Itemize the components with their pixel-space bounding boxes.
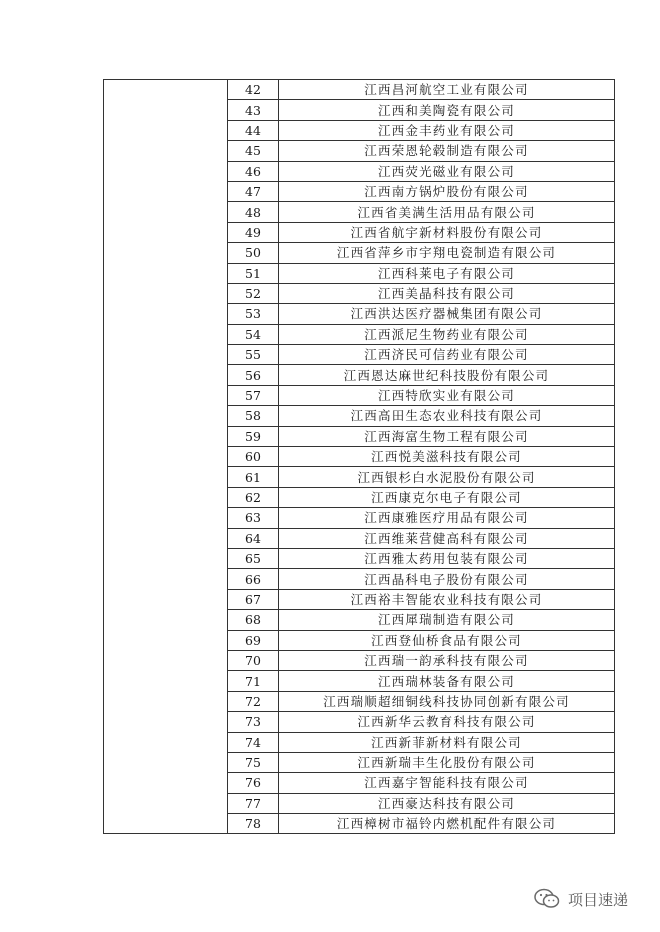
company-name: 江西康克尔电子有限公司 [279, 487, 615, 507]
company-name: 江西银杉白水泥股份有限公司 [279, 467, 615, 487]
row-number: 70 [228, 650, 279, 670]
company-name: 江西派尼生物药业有限公司 [279, 324, 615, 344]
company-name: 江西省航宇新材料股份有限公司 [279, 222, 615, 242]
row-number: 54 [228, 324, 279, 344]
table-row [104, 80, 615, 100]
row-number: 77 [228, 793, 279, 813]
row-number: 64 [228, 528, 279, 548]
row-number: 69 [228, 630, 279, 650]
row-number: 48 [228, 202, 279, 222]
company-name: 江西新瑞丰生化股份有限公司 [279, 752, 615, 772]
company-name: 江西犀瑞制造有限公司 [279, 610, 615, 630]
row-number: 56 [228, 365, 279, 385]
row-number: 58 [228, 406, 279, 426]
company-name: 江西新华云教育科技有限公司 [279, 712, 615, 732]
company-name: 江西雅太药用包装有限公司 [279, 548, 615, 568]
row-number: 49 [228, 222, 279, 242]
row-number: 60 [228, 447, 279, 467]
company-name: 江西悦美滋科技有限公司 [279, 447, 615, 467]
watermark-text: 项目速递 [567, 890, 628, 909]
row-number: 43 [228, 100, 279, 120]
row-number: 46 [228, 161, 279, 181]
company-name: 江西金丰药业有限公司 [279, 120, 615, 140]
company-name: 江西新菲新材料有限公司 [279, 732, 615, 752]
company-name: 江西裕丰智能农业科技有限公司 [279, 589, 615, 609]
company-name: 江西特欣实业有限公司 [279, 385, 615, 405]
row-number: 52 [228, 283, 279, 303]
row-number: 61 [228, 467, 279, 487]
company-name: 江西樟树市福铃内燃机配件有限公司 [279, 814, 615, 834]
company-name: 江西省美满生活用品有限公司 [279, 202, 615, 222]
row-number: 50 [228, 243, 279, 263]
company-table-body [104, 80, 615, 834]
company-name: 江西海富生物工程有限公司 [279, 426, 615, 446]
row-number: 57 [228, 385, 279, 405]
row-number: 47 [228, 181, 279, 201]
company-name: 江西美晶科技有限公司 [279, 283, 615, 303]
row-number: 51 [228, 263, 279, 283]
company-name: 江西荣恩轮毂制造有限公司 [279, 141, 615, 161]
company-name: 江西高田生态农业科技有限公司 [279, 406, 615, 426]
row-number: 72 [228, 691, 279, 711]
row-number: 74 [228, 732, 279, 752]
company-name: 江西豪达科技有限公司 [279, 793, 615, 813]
company-name: 江西荧光磁业有限公司 [279, 161, 615, 181]
row-number: 44 [228, 120, 279, 140]
company-table [103, 79, 615, 834]
category-cell [104, 80, 228, 834]
row-number: 45 [228, 141, 279, 161]
wechat-bubble-icon [534, 888, 560, 910]
row-number: 67 [228, 589, 279, 609]
company-name: 江西康雅医疗用品有限公司 [279, 508, 615, 528]
row-number: 76 [228, 773, 279, 793]
row-number: 65 [228, 548, 279, 568]
row-number: 62 [228, 487, 279, 507]
row-number: 66 [228, 569, 279, 589]
company-name: 江西嘉宇智能科技有限公司 [279, 773, 615, 793]
company-name: 江西和美陶瓷有限公司 [279, 100, 615, 120]
watermark [534, 888, 628, 910]
company-name: 江西瑞顺超细铜线科技协同创新有限公司 [279, 691, 615, 711]
company-name: 江西恩达麻世纪科技股份有限公司 [279, 365, 615, 385]
row-number: 42 [228, 80, 279, 100]
company-name: 江西瑞林装备有限公司 [279, 671, 615, 691]
company-name: 江西维莱营健高科有限公司 [279, 528, 615, 548]
row-number: 63 [228, 508, 279, 528]
row-number: 59 [228, 426, 279, 446]
row-number: 71 [228, 671, 279, 691]
company-name: 江西科莱电子有限公司 [279, 263, 615, 283]
company-name: 江西济民可信药业有限公司 [279, 345, 615, 365]
company-name: 江西登仙桥食品有限公司 [279, 630, 615, 650]
row-number: 53 [228, 304, 279, 324]
row-number: 75 [228, 752, 279, 772]
row-number: 55 [228, 345, 279, 365]
company-name: 江西晶科电子股份有限公司 [279, 569, 615, 589]
company-name: 江西昌河航空工业有限公司 [279, 80, 615, 100]
company-name: 江西瑞一韵承科技有限公司 [279, 650, 615, 670]
row-number: 68 [228, 610, 279, 630]
company-name: 江西南方锅炉股份有限公司 [279, 181, 615, 201]
row-number: 73 [228, 712, 279, 732]
company-name: 江西洪达医疗器械集团有限公司 [279, 304, 615, 324]
row-number: 78 [228, 814, 279, 834]
company-name: 江西省萍乡市宇翔电瓷制造有限公司 [279, 243, 615, 263]
